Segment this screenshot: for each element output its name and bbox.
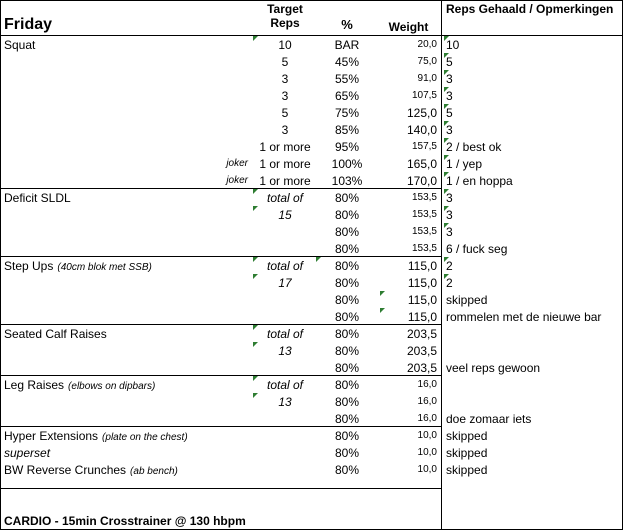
result-cell[interactable]: 2 / best ok: [446, 140, 502, 154]
percent-cell[interactable]: 80%: [334, 310, 360, 324]
cardio-line[interactable]: CARDIO - 15min Crosstrainer @ 130 hbpm: [4, 514, 246, 528]
exercise-cell[interactable]: [0, 376, 252, 393]
target-reps-cell[interactable]: [252, 461, 318, 478]
exercise-cell[interactable]: [0, 427, 252, 444]
percent-cell[interactable]: 80%: [334, 327, 360, 341]
result-cell[interactable]: 3: [446, 89, 453, 103]
result-cell[interactable]: 2: [446, 276, 453, 290]
weight-cell[interactable]: 91,0: [417, 73, 437, 84]
comment-indicator-icon: [253, 189, 258, 194]
result-cell[interactable]: rommelen met de nieuwe bar: [446, 310, 602, 324]
header-target-reps-text: Target Reps: [267, 2, 303, 30]
weight-cell[interactable]: 75,0: [417, 56, 437, 67]
exercise-name: Step Ups: [4, 259, 54, 273]
exercise-cell[interactable]: [0, 36, 252, 53]
result-cell[interactable]: 5: [446, 106, 453, 120]
grid-divider: [0, 0, 623, 1]
comment-indicator-icon: [253, 206, 258, 211]
target-reps-cell[interactable]: 3: [281, 123, 289, 137]
comment-indicator-icon: [444, 121, 449, 126]
grid-divider: [0, 35, 623, 36]
comment-indicator-icon: [444, 257, 449, 262]
target-reps-cell[interactable]: [252, 427, 318, 444]
result-cell[interactable]: skipped: [446, 463, 488, 477]
sheet-title[interactable]: Friday: [4, 16, 53, 33]
weight-cell[interactable]: 170,0: [406, 174, 437, 188]
comment-indicator-icon: [253, 274, 258, 279]
target-reps-cell[interactable]: 13: [278, 344, 292, 358]
exercise-cell[interactable]: [0, 257, 252, 274]
target-reps-cell[interactable]: 5: [281, 106, 289, 120]
comment-indicator-icon: [444, 155, 449, 160]
target-reps-cell[interactable]: [252, 410, 318, 427]
percent-cell[interactable]: 55%: [334, 72, 360, 86]
weight-cell[interactable]: 115,0: [407, 276, 437, 290]
percent-cell[interactable]: 80%: [334, 446, 360, 460]
result-cell[interactable]: 3: [446, 225, 453, 239]
percent-cell[interactable]: 75%: [334, 106, 360, 120]
result-cell[interactable]: 3: [446, 208, 453, 222]
weight-cell[interactable]: 16,0: [417, 396, 437, 407]
exercise-note: (40cm blok met SSB): [57, 262, 152, 273]
exercise-note: (ab bench): [130, 466, 178, 477]
percent-cell[interactable]: 80%: [334, 463, 360, 477]
result-cell[interactable]: 3: [446, 72, 453, 86]
weight-cell[interactable]: 153,5: [411, 226, 437, 237]
exercise-cell[interactable]: [0, 444, 252, 461]
exercise-note: (plate on the chest): [102, 432, 188, 443]
exercise-name: BW Reverse Crunches: [4, 463, 127, 477]
percent-cell[interactable]: 80%: [334, 276, 360, 290]
comment-indicator-icon: [444, 53, 449, 58]
weight-cell[interactable]: 10,0: [417, 464, 437, 475]
comment-indicator-icon: [444, 87, 449, 92]
exercise-name: superset: [4, 446, 51, 460]
target-reps-cell[interactable]: 3: [281, 89, 289, 103]
percent-cell[interactable]: 80%: [334, 361, 360, 375]
comment-indicator-icon: [444, 274, 449, 279]
weight-cell[interactable]: 10,0: [417, 430, 437, 441]
header-target-reps[interactable]: [252, 1, 318, 35]
exercise-name: Squat: [4, 38, 36, 52]
weight-cell[interactable]: 140,0: [406, 123, 437, 137]
grid-divider: [0, 188, 441, 189]
comment-indicator-icon: [253, 376, 258, 381]
set-tag[interactable]: joker: [226, 175, 248, 186]
percent-cell[interactable]: 80%: [334, 378, 360, 392]
comment-indicator-icon: [444, 223, 449, 228]
percent-cell[interactable]: BAR: [334, 38, 360, 52]
percent-cell[interactable]: 80%: [334, 225, 360, 239]
comment-indicator-icon: [444, 36, 449, 41]
weight-cell[interactable]: 20,0: [417, 39, 437, 50]
result-cell[interactable]: doe zomaar iets: [446, 412, 532, 426]
result-cell[interactable]: 6 / fuck seg: [446, 242, 508, 256]
exercise-name: Hyper Extensions: [4, 429, 99, 443]
percent-cell[interactable]: 45%: [334, 55, 360, 69]
percent-cell[interactable]: 85%: [334, 123, 360, 137]
comment-indicator-icon: [253, 36, 258, 41]
result-cell[interactable]: 10: [446, 38, 460, 52]
result-cell[interactable]: [442, 342, 622, 359]
weight-cell[interactable]: 16,0: [417, 413, 437, 424]
result-cell[interactable]: veel reps gewoon: [446, 361, 541, 375]
comment-indicator-icon: [380, 291, 385, 296]
target-reps-cell[interactable]: 10: [278, 38, 292, 52]
exercise-name: Deficit SLDL: [4, 191, 71, 205]
result-cell[interactable]: skipped: [446, 429, 488, 443]
grid-divider: [0, 324, 441, 325]
comment-indicator-icon: [380, 308, 385, 313]
exercise-cell[interactable]: [0, 189, 252, 206]
target-reps-cell[interactable]: 5: [281, 55, 289, 69]
comment-indicator-icon: [253, 325, 258, 330]
exercise-note: (elbows on dipbars): [68, 381, 156, 392]
grid-divider: [0, 375, 441, 376]
weight-cell[interactable]: 16,0: [417, 379, 437, 390]
comment-indicator-icon: [253, 393, 258, 398]
result-cell[interactable]: skipped: [446, 293, 488, 307]
exercise-cell[interactable]: [0, 325, 252, 342]
target-reps-cell[interactable]: [252, 359, 318, 376]
weight-cell[interactable]: 203,5: [406, 344, 437, 358]
weight-cell[interactable]: 157,5: [411, 141, 437, 152]
percent-cell[interactable]: 65%: [334, 89, 360, 103]
percent-cell[interactable]: 80%: [334, 242, 360, 256]
weight-cell[interactable]: 153,5: [411, 209, 437, 220]
weight-cell[interactable]: 107,5: [411, 90, 437, 101]
percent-cell[interactable]: 95%: [334, 140, 360, 154]
grid-divider: [0, 256, 441, 257]
target-reps-cell[interactable]: [252, 308, 318, 325]
grid-divider: [441, 0, 442, 530]
weight-cell[interactable]: 115,0: [407, 310, 437, 324]
comment-indicator-icon: [316, 257, 321, 262]
comment-indicator-icon: [444, 138, 449, 143]
result-cell[interactable]: [442, 325, 622, 342]
percent-cell[interactable]: 80%: [334, 191, 360, 205]
set-tag[interactable]: joker: [226, 158, 248, 169]
percent-cell[interactable]: 80%: [334, 259, 360, 273]
target-reps-cell[interactable]: 13: [278, 395, 292, 409]
result-cell[interactable]: 5: [446, 55, 453, 69]
weight-cell[interactable]: 203,5: [406, 327, 437, 341]
comment-indicator-icon: [444, 206, 449, 211]
result-cell[interactable]: 2: [446, 259, 453, 273]
grid-divider: [0, 426, 441, 427]
target-reps-cell[interactable]: 3: [281, 72, 289, 86]
result-cell[interactable]: skipped: [446, 446, 488, 460]
grid-divider: [0, 0, 1, 530]
target-reps-cell[interactable]: total of: [266, 259, 304, 273]
weight-cell[interactable]: 125,0: [406, 106, 437, 120]
grid-divider: [0, 488, 441, 489]
target-reps-cell[interactable]: total of: [266, 191, 304, 205]
target-reps-cell[interactable]: [252, 240, 318, 257]
target-reps-cell[interactable]: 17: [278, 276, 292, 290]
target-reps-cell[interactable]: [252, 291, 318, 308]
header-notes[interactable]: [442, 1, 622, 35]
percent-cell[interactable]: 80%: [334, 395, 360, 409]
target-reps-cell[interactable]: [252, 223, 318, 240]
weight-cell[interactable]: 203,5: [406, 361, 437, 375]
percent-cell[interactable]: 80%: [334, 429, 360, 443]
exercise-cell[interactable]: [0, 461, 252, 478]
percent-cell[interactable]: 80%: [334, 293, 360, 307]
weight-cell[interactable]: 115,0: [407, 259, 437, 273]
header-notes-text: Reps Gehaald / Opmerkingen: [446, 2, 614, 16]
comment-indicator-icon: [444, 189, 449, 194]
percent-cell[interactable]: 80%: [334, 344, 360, 358]
header-percent[interactable]: %: [341, 17, 353, 32]
percent-cell[interactable]: 80%: [334, 208, 360, 222]
result-cell[interactable]: [442, 376, 622, 393]
comment-indicator-icon: [253, 257, 258, 262]
result-cell[interactable]: 1 / yep: [446, 157, 483, 171]
result-cell[interactable]: [442, 393, 622, 410]
result-cell[interactable]: 1 / en hoppa: [446, 174, 513, 188]
percent-cell[interactable]: 103%: [331, 174, 363, 188]
target-reps-cell[interactable]: total of: [266, 327, 304, 341]
target-reps-cell[interactable]: 1 or more: [259, 140, 311, 154]
header-weight[interactable]: Weight: [388, 20, 429, 34]
weight-cell[interactable]: 153,5: [411, 192, 437, 203]
comment-indicator-icon: [444, 172, 449, 177]
target-reps-cell[interactable]: [252, 444, 318, 461]
percent-cell[interactable]: 80%: [334, 412, 360, 426]
target-reps-cell[interactable]: 1 or more: [259, 174, 311, 188]
target-reps-cell[interactable]: total of: [266, 378, 304, 392]
exercise-name: Leg Raises: [4, 378, 65, 392]
comment-indicator-icon: [444, 70, 449, 75]
weight-cell[interactable]: 115,0: [407, 293, 437, 307]
exercise-name: Seated Calf Raises: [4, 327, 107, 341]
result-cell[interactable]: 3: [446, 191, 453, 205]
comment-indicator-icon: [253, 342, 258, 347]
weight-cell[interactable]: 165,0: [406, 157, 437, 171]
comment-indicator-icon: [444, 104, 449, 109]
weight-cell[interactable]: 10,0: [417, 447, 437, 458]
result-cell[interactable]: 3: [446, 123, 453, 137]
target-reps-cell[interactable]: 1 or more: [259, 157, 311, 171]
target-reps-cell[interactable]: 15: [278, 208, 292, 222]
weight-cell[interactable]: 153,5: [411, 243, 437, 254]
percent-cell[interactable]: 100%: [331, 157, 363, 171]
